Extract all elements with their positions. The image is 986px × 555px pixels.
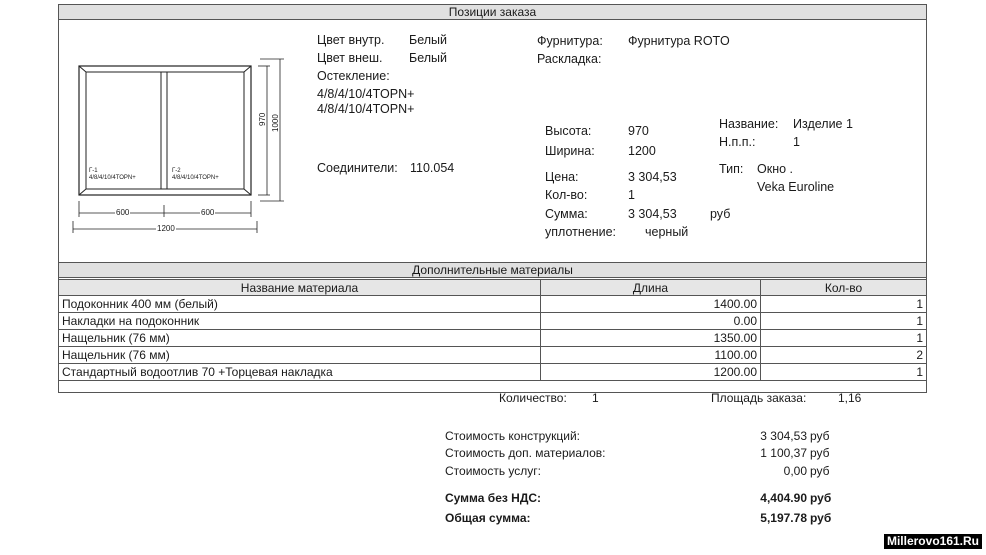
price-label: Цена: bbox=[545, 170, 579, 184]
color-in-label: Цвет внутр. bbox=[317, 33, 385, 47]
qty-label: Кол-во: bbox=[545, 188, 588, 202]
glazing-value-2: 4/8/4/10/4TOPN+ bbox=[317, 102, 415, 116]
table-row bbox=[59, 296, 927, 313]
materials-cost-value: 1 100,37 bbox=[760, 446, 807, 460]
type-value: Окно . bbox=[757, 162, 793, 176]
col-length-header: Длина bbox=[541, 280, 761, 296]
sum-value: 3 304,53 bbox=[628, 207, 677, 221]
qty-value: 1 bbox=[628, 188, 635, 202]
col-qty-header: Кол-во bbox=[761, 280, 927, 296]
material-length: 1200.00 bbox=[541, 364, 761, 381]
section-title: Позиции заказа bbox=[58, 4, 927, 20]
connectors-label: Соединители: bbox=[317, 161, 398, 175]
currency: руб bbox=[810, 429, 830, 443]
construction-cost-value: 3 304,53 bbox=[760, 429, 807, 443]
name-label: Название: bbox=[719, 117, 779, 131]
layout-label: Раскладка: bbox=[537, 52, 602, 66]
material-qty: 2 bbox=[761, 347, 927, 364]
services-cost-label: Стоимость услуг: bbox=[445, 464, 541, 478]
material-length: 0.00 bbox=[541, 313, 761, 330]
material-name: Подоконник 400 мм (белый) bbox=[59, 296, 541, 313]
materials-title: Дополнительные материалы bbox=[58, 262, 927, 278]
area-value: 1,16 bbox=[838, 391, 862, 405]
material-length: 1400.00 bbox=[541, 296, 761, 313]
name-value: Изделие 1 bbox=[793, 117, 853, 131]
total-sum-value: 5,197.78 bbox=[760, 511, 807, 525]
width-value: 1200 bbox=[628, 144, 656, 158]
currency: руб bbox=[810, 464, 830, 478]
materials-table bbox=[58, 279, 927, 381]
seal-label: уплотнение: bbox=[545, 225, 617, 239]
currency: руб bbox=[810, 511, 832, 525]
dim-width-right: 600 bbox=[201, 208, 215, 217]
glazing-value-1: 4/8/4/10/4TOPN+ bbox=[317, 87, 415, 101]
count-value: 1 bbox=[592, 391, 599, 405]
table-row bbox=[59, 330, 927, 347]
pane2-glass: 4/8/4/10/4TOPN+ bbox=[172, 175, 219, 181]
dim-height-inner: 970 bbox=[258, 112, 267, 126]
profile-value: Veka Euroline bbox=[757, 180, 835, 194]
material-qty: 1 bbox=[761, 364, 927, 381]
pane2-label: Г-2 bbox=[172, 168, 181, 174]
dim-width-total: 1200 bbox=[157, 224, 175, 233]
total-sum-label: Общая сумма: bbox=[445, 511, 531, 525]
width-label: Ширина: bbox=[545, 144, 595, 158]
materials-header-row bbox=[59, 280, 927, 296]
table-row bbox=[59, 313, 927, 330]
glazing-label: Остекление: bbox=[317, 69, 390, 83]
seal-value: черный bbox=[645, 225, 689, 239]
color-out-label: Цвет внеш. bbox=[317, 51, 383, 65]
pane1-glass: 4/8/4/10/4TOPN+ bbox=[89, 175, 136, 181]
table-row bbox=[59, 347, 927, 364]
count-label: Количество: bbox=[499, 391, 567, 405]
npp-label: Н.п.п.: bbox=[719, 135, 756, 149]
sum-currency: руб bbox=[710, 207, 731, 221]
services-cost-value: 0,00 bbox=[783, 464, 807, 478]
currency: руб bbox=[810, 446, 830, 460]
material-qty: 1 bbox=[761, 313, 927, 330]
color-in-value: Белый bbox=[409, 33, 448, 47]
material-name: Нащельник (76 мм) bbox=[59, 347, 541, 364]
material-qty: 1 bbox=[761, 330, 927, 347]
height-value: 970 bbox=[628, 124, 649, 138]
material-qty: 1 bbox=[761, 296, 927, 313]
price-value: 3 304,53 bbox=[628, 170, 677, 184]
material-name: Нащельник (76 мм) bbox=[59, 330, 541, 347]
currency: руб bbox=[810, 491, 832, 505]
sum-label: Сумма: bbox=[545, 207, 588, 221]
material-name: Стандартный водоотлив 70 +Торцевая накладка bbox=[59, 364, 541, 381]
dim-height-outer: 1000 bbox=[271, 114, 280, 132]
height-label: Высота: bbox=[545, 124, 592, 138]
watermark: Millerovo161.Ru bbox=[884, 534, 982, 549]
window-inner-frame bbox=[86, 72, 244, 189]
net-sum-label: Сумма без НДС: bbox=[445, 491, 542, 505]
materials-cost-label: Стоимость доп. материалов: bbox=[445, 446, 606, 460]
net-sum-value: 4,404.90 bbox=[760, 491, 807, 505]
type-label: Тип: bbox=[719, 162, 744, 176]
dim-width-left: 600 bbox=[116, 208, 130, 217]
construction-cost-label: Стоимость конструкций: bbox=[445, 429, 580, 443]
pane1-label: Г-1 bbox=[89, 168, 98, 174]
material-length: 1100.00 bbox=[541, 347, 761, 364]
area-label: Площадь заказа: bbox=[711, 391, 807, 405]
material-length: 1350.00 bbox=[541, 330, 761, 347]
color-out-value: Белый bbox=[409, 51, 448, 65]
hardware-value: Фурнитура ROTO bbox=[628, 34, 730, 48]
material-name: Накладки на подоконник bbox=[59, 313, 541, 330]
window-drawing bbox=[70, 55, 305, 240]
connectors-value: 110.054 bbox=[410, 161, 455, 175]
npp-value: 1 bbox=[793, 135, 800, 149]
hardware-label: Фурнитура: bbox=[537, 34, 603, 48]
col-name-header: Название материала bbox=[59, 280, 541, 296]
table-row bbox=[59, 364, 927, 381]
